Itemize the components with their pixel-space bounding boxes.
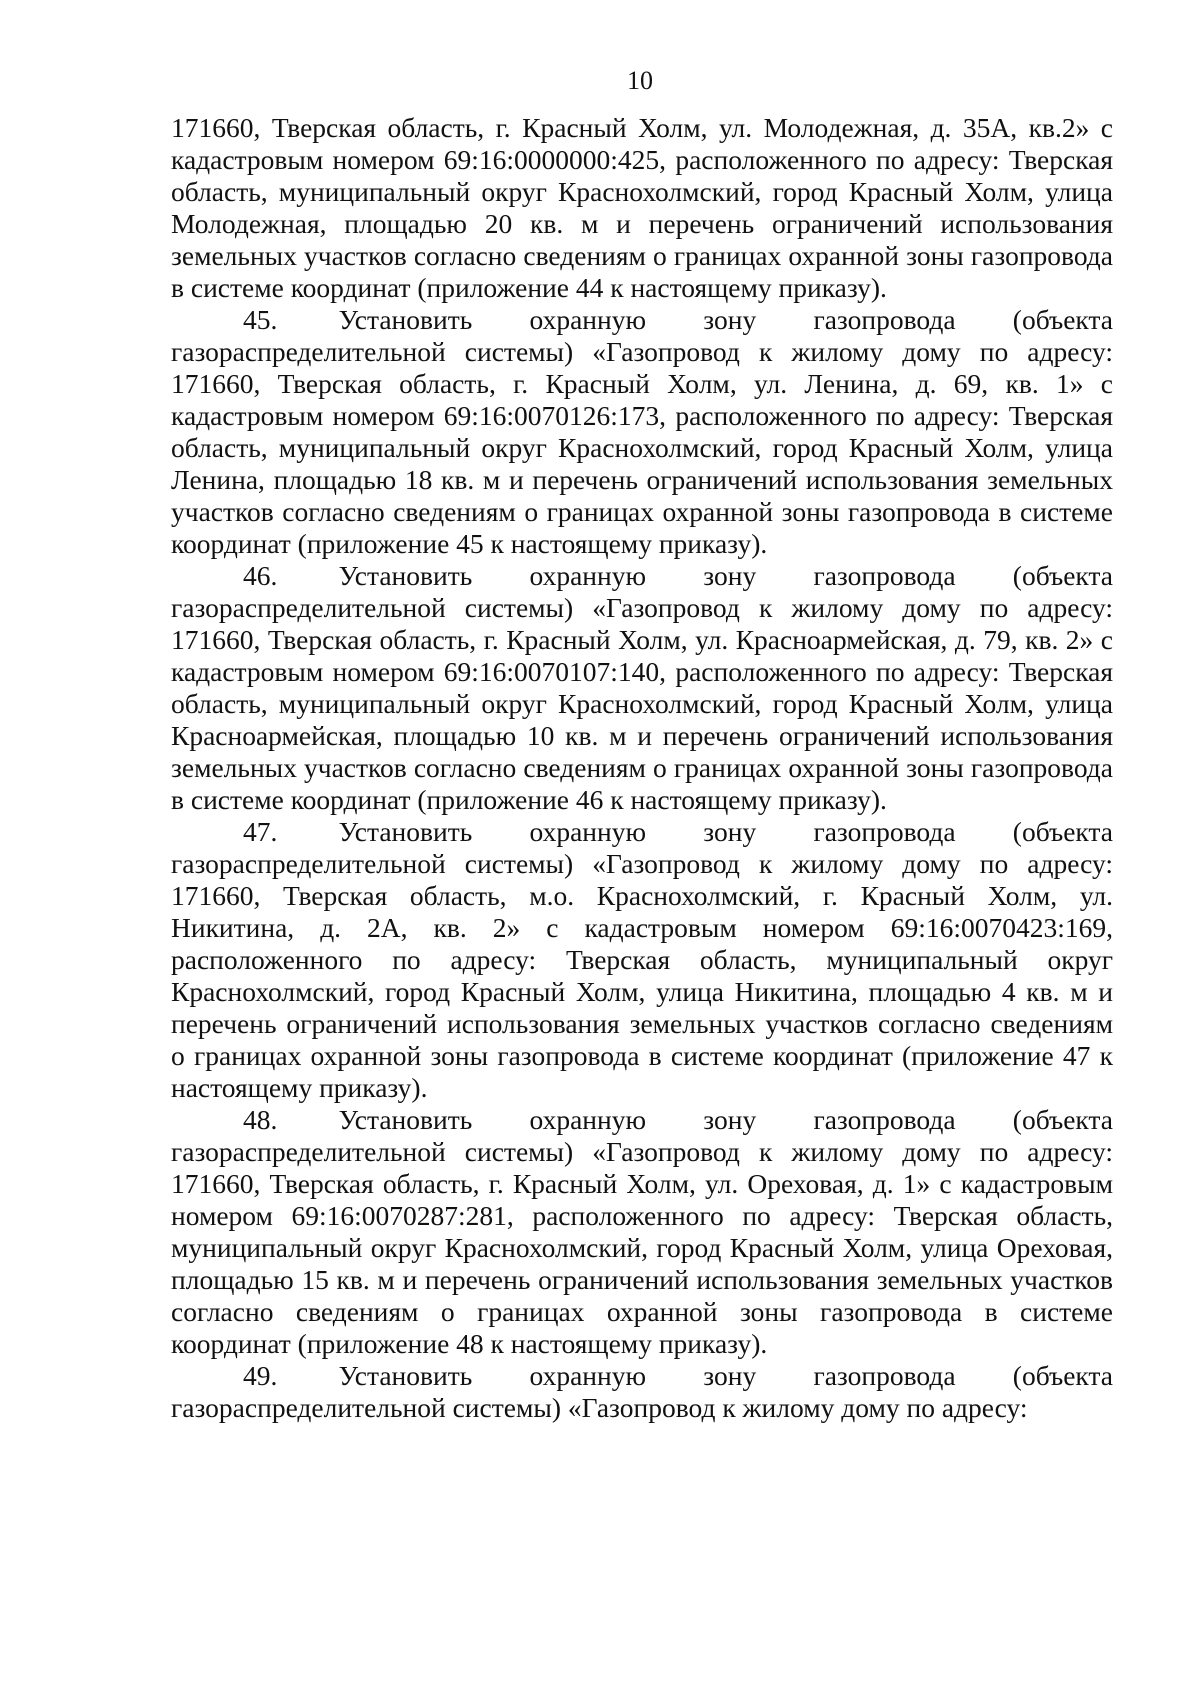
item-49-text: Установить охранную зону газопровода (объекта газораспределительной системы) «Газопровод к жилому дому по адресу: (171, 1360, 1113, 1423)
item-45-text: Установить охранную зону газопровода (объекта газораспределительной системы) «Газопровод к жилому дому по адресу: 171660, Тверская область, г. Красный Холм, ул. Ленина, д. 69, кв. 1» с кадастровым номером 69:16:0070126:173, расположенного по адресу: Тверская область, муниципальный округ Краснохолмский, город Красный Холм, улица Ленина, площадью 18 кв. м и перечень ограничений использования земельных участков согласно сведениям о границах охранной зоны газопровода в системе координат (приложение 45 к настоящему приказу). (171, 304, 1113, 559)
item-46-number: 46. (243, 560, 278, 591)
item-45-number: 45. (243, 304, 278, 335)
item-47-number: 47. (243, 816, 278, 847)
item-46-text: Установить охранную зону газопровода (объекта газораспределительной системы) «Газопровод к жилому дому по адресу: 171660, Тверская область, г. Красный Холм, ул. Красноармейская, д. 79, кв. 2» с кадастровым номером 69:16:0070107:140, расположенного по адресу: Тверская область, муниципальный округ Краснохолмский, город Красный Холм, улица Красноармейская, площадью 10 кв. м и перечень ограничений использования земельных участков согласно сведениям о границах охранной зоны газопровода в системе координат (приложение 46 к настоящему приказу). (171, 560, 1113, 815)
continuation-paragraph: 171660, Тверская область, г. Красный Холм, ул. Молодежная, д. 35А, кв.2» с кадастровым номером 69:16:0000000:425, расположенного по адресу: Тверская область, муниципальный округ Краснохолмский, город Красный Холм, улица Молодежная, площадью 20 кв. м и перечень ограничений использования земельных участков согласно сведениям о границах охранной зоны газопровода в системе координат (приложение 44 к настоящему приказу). (171, 112, 1113, 303)
item-49-number: 49. (243, 1360, 278, 1391)
item-47-paragraph (171, 816, 1113, 1104)
item-48-text: Установить охранную зону газопровода (объекта газораспределительной системы) «Газопровод к жилому дому по адресу: 171660, Тверская область, г. Красный Холм, ул. Ореховая, д. 1» с кадастровым номером 69:16:0070287:281, расположенного по адресу: Тверская область, муниципальный округ Краснохолмский, город Красный Холм, улица Ореховая, площадью 15 кв. м и перечень ограничений использования земельных участков согласно сведениям о границах охранной зоны газопровода в системе координат (приложение 48 к настоящему приказу). (171, 1104, 1113, 1359)
item-49-paragraph (171, 1360, 1113, 1424)
item-45-paragraph (171, 304, 1113, 560)
page-number: 10 (627, 66, 653, 95)
item-48-number: 48. (243, 1104, 278, 1135)
document-body (171, 112, 1113, 1424)
item-47-text: Установить охранную зону газопровода (объекта газораспределительной системы) «Газопровод к жилому дому по адресу: 171660, Тверская область, м.о. Краснохолмский, г. Красный Холм, ул. Никитина, д. 2А, кв. 2» с кадастровым номером 69:16:0070423:169, расположенного по адресу: Тверская область, муниципальный округ Краснохолмский, город Красный Холм, улица Никитина, площадью 4 кв. м и перечень ограничений использования земельных участков согласно сведениям о границах охранной зоны газопровода в системе координат (приложение 47 к настоящему приказу). (171, 816, 1113, 1103)
item-48-paragraph (171, 1104, 1113, 1360)
item-46-paragraph (171, 560, 1113, 816)
